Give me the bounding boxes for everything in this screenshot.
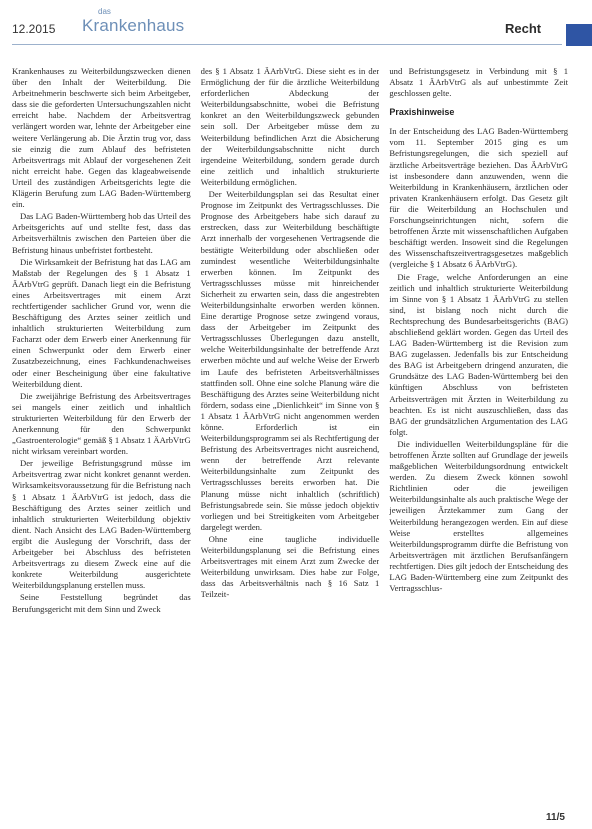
paragraph: In der Entscheidung des LAG Baden-Württemberg vom 11. September 2015 ging es um Befristungsregelungen, die sich speziell auf ärztliche Arbeitsverträge beziehen. Das ÄArbVtrG ist insbesondere dann anzuwenden, wenn die Weiterbildung in Krankenhäusern, ärztlichen oder privaten Krankenhäusern erfolgt. Das Gesetz gilt für die Weiterbildung an Hochschulen und Forschungseinrichtungen nicht, sofern die betroffenen Ärzte mit wissenschaftlichen Aufgaben beschäftigt werden. Insoweit sind die Regelungen des Wissenschaftszeitvertragsgesetzes maßgeblich (vergleiche § 1 Absatz 6 ÄArbVtrG). <box>389 126 569 270</box>
column-2 <box>201 66 380 811</box>
paragraph: Die individuellen Weiterbildungspläne für die betroffenen Ärzte sollten auf Grundlage der jeweils maßgeblichen Weiterbildungsordnung entwickelt werden. Zu diesem Zweck können sowohl Richtlinien oder die jeweiligen Weiterbildungsinhalte als auch praktische Wege der jeweiligen Ärztekammer zum Gang der Weiterbildung herangezogen werden. Ein auf diese Weise erstelltes allgemeines Weiterbildungsprogramm dürfte die Befristung von Arbeitsverträgen mit ärztlichen Berufsanfängern rechtfertigen. Dies gilt jedoch der Entscheidung des LAG Baden-Württemberg eine zum Zeitpunkt des Vertragsschlus- <box>389 438 569 594</box>
header-rule <box>12 44 562 45</box>
paragraph: Seine Feststellung begründet das Berufungsgericht mit dem Sinn und Zweck <box>12 592 191 614</box>
column-3 <box>389 66 568 811</box>
paragraph: Ohne eine taugliche individuelle Weiterbildungsplanung sei die Befristung eines Arbeitsvertrages mit einem Arzt zum Zwecke der Weiterbildung unwirksam. Dies habe zur Folge, dass das Arbeitsverhältnis nach § 16 Satz 1 Teilzeit- <box>200 533 380 600</box>
logo-small-text: das <box>98 7 111 16</box>
section-tab-marker <box>566 24 592 46</box>
page-number: 11/5 <box>546 812 565 823</box>
journal-logo <box>82 8 184 35</box>
paragraph: Der Weiterbildungsplan sei das Resultat einer Prognose im Zeitpunkt des Vertragsschlusses. Die Prognose des Arbeitgebers habe sich darauf zu erstrecken, dass zur Weiterbildung beschäftigte Arzt innerhalb der vorgesehenen Vertragsende die bestätigte Weiterbildung oder abschließen oder zumindest wesentliche Weiterbildungsinhalte erwerben können. Im Zeitpunkt des Vertragsschlusses müsse mit hinreichender Sicherheit zu erwarten sein, dass die angestrebten Weiterbildungsinhalte erworben werden können. Eine derartige Prognose setze zwingend voraus, dass der Arbeitgeber im Zeitpunkt des Vertragsschlusses Überlegungen dazu anstellt, welche Weiterbildungsinhalte der betreffende Arzt erwerben möchte und auf welche Weise der Erwerb im Laufe des befristeten Arbeitsverhältnisses stattfinden soll. Ohne eine solche Planung wäre die Beschäftigung des Arztes seine Weiterbildung nicht fördern, sodass eine „Dienlichkeit“ im Sinne von § 1 Absatz 1 ÄArbVtrG nicht angenommen werden könne. Erforderlich ist ein Weiterbildungsprogramm sei als Rechtfertigung der Befristung des Arbeitsvertrages nicht ausreichend, wenn der betreffende Arzt relevante Weiterbildungsinhalte zum Zeitpunkt des Vertragsschlusses bereits erworben hat. Die Planung müsse nicht inhaltlich (schriftlich) Befristungsabrede sein. Sie müsse jedoch objektiv vorliegen und bei Streitigkeiten vom Arbeitgeber dargelegt werden. <box>200 189 380 532</box>
logo-name: Krankenhaus <box>82 16 185 35</box>
section-heading: Praxishinweise <box>389 107 455 118</box>
article-body <box>12 66 568 811</box>
column-1 <box>12 66 191 811</box>
section-title: Recht <box>505 21 542 36</box>
paragraph: und Befristungsgesetz in Verbindung mit § 1 Absatz 1 ÄArbVtrG als auf unbestimmte Zeit geschlossen gelte. <box>389 66 569 99</box>
paragraph: Die Wirksamkeit der Befristung hat das LAG am Maßstab der Regelungen des § 1 Absatz 1 ÄArbVtrG geprüft. Danach liegt ein die Befristung eines Arbeitsvertrages mit einem Arzt rechtfertigender sachlicher Grund vor, wenn die Beschäftigung des Arztes seiner zeitlich und inhaltlich strukturierten Weiterbildung zum Facharzt oder dem Erwerb einer Anerkennung für einen Schwerpunkt oder dem Erwerb einer Zusatzbezeichnung, eines Fachkundenachweises oder einer Bescheinigung über eine fakultative Weiterbildung dient. <box>12 256 191 389</box>
paragraph: Die zweijährige Befristung des Arbeitsvertrages sei mangels einer zeitlich und inhaltlich strukturierten Weiterbildung für den Erwerb der Anerkennung für den Schwerpunkt „Gastroenterologie“ gemäß § 1 Absatz 1 ÄArbVtrG nicht wirksam vereinbart worden. <box>12 390 191 457</box>
paragraph: Der jeweilige Befristungsgrund müsse im Arbeitsvertrag zwar nicht konkret genannt werden. Wirksamkeitsvoraussetzung für die Befristung nach § 1 Absatz 1 ÄArbVtrG ist jedoch, dass die Beschäftigung des Arztes seiner zeitlich und inhaltlich strukturierten Weiterbildung objektiv dient. Nach Ansicht des LAG Baden-Württemberg ergibt die Auslegung der Vorschrift, dass der Arbeitgeber bei Abschluss des befristeten Arbeitsvertrags zu diesem Zweck eine auf die konkrete Weiterbildung ausgerichtete Weiterbildungsplanung erstellen muss. <box>12 458 191 591</box>
paragraph: Die Frage, welche Anforderungen an eine zeitlich und inhaltlich strukturierte Weiterbildung im Sinne von § 1 Absatz 1 ÄArbVtrG zu stellen sind, ist bislang noch nicht durch die Rechtsprechung des Bundesarbeitsgerichts (BAG) abschließend geklärt worden. Gegen das Urteil des LAG Baden-Württemberg ist die Revision zum BAG zugelassen. Jedenfalls bis zur Entscheidung des BAG ist Arbeitgebern dringend anzuraten, die Grundsätze des LAG Baden-Württemberg bei den künftigen Abschluss von befristeten Arbeitsverträgen mit Ärzten in Weiterbildung zu beachten. Es ist nicht auszuschließen, dass das BAG der grundsätzlichen Argumentation des LAG folgt. <box>389 271 569 437</box>
page-header <box>0 0 592 50</box>
paragraph: des § 1 Absatz 1 ÄArbVtrG. Diese sieht es in der Ermöglichung der für die ärztliche Weiterbildung erforderlichen Abdeckung der Weiterbildungsabschnitte, wobei die Befristung konkret an den Weiterbildungszweck gebunden sein soll. Der Arbeitgeber müsse dem zu Weiterbildung befindlichen Arzt die Absicherung der Weiterbildungsabschnitte nicht durch irgendeine Weiterbildung, sondern gerade durch eine zeitlich und inhaltlich strukturierte Weiterbildung ermöglichen. <box>200 66 380 187</box>
issue-date: 12.2015 <box>12 22 56 36</box>
paragraph: Krankenhauses zu Weiterbildungszwecken dienen über den Inhalt der Weiterbildung. Die Arbeitnehmerin beschwerte sich beim Arbeitgeber, dass sie die geforderten Untersuchungszahlen nicht erreicht habe. Nachdem der Arbeitsvertrag verlängert worden war, lehnte der Arbeitgeber eine weitere Verlängerung ab. Die Ärztin trug vor, dass sie einzig die zum Ablauf des befristeten Arbeitsvertrags mit Ablauf der vorgesehenen Zeit nicht erreicht habe. Gegen das klageabweisende Urteil des zuständigen Arbeitsgerichts legte die Klägerin Berufung zum LAG Baden-Württemberg ein. <box>12 66 191 210</box>
paragraph: Das LAG Baden-Württemberg hob das Urteil des Arbeitsgerichts auf und stellte fest, dass das Arbeitsverhältnis zwischen den Parteien über die Befristung hinaus unbefristet fortbesteht. <box>12 211 191 255</box>
